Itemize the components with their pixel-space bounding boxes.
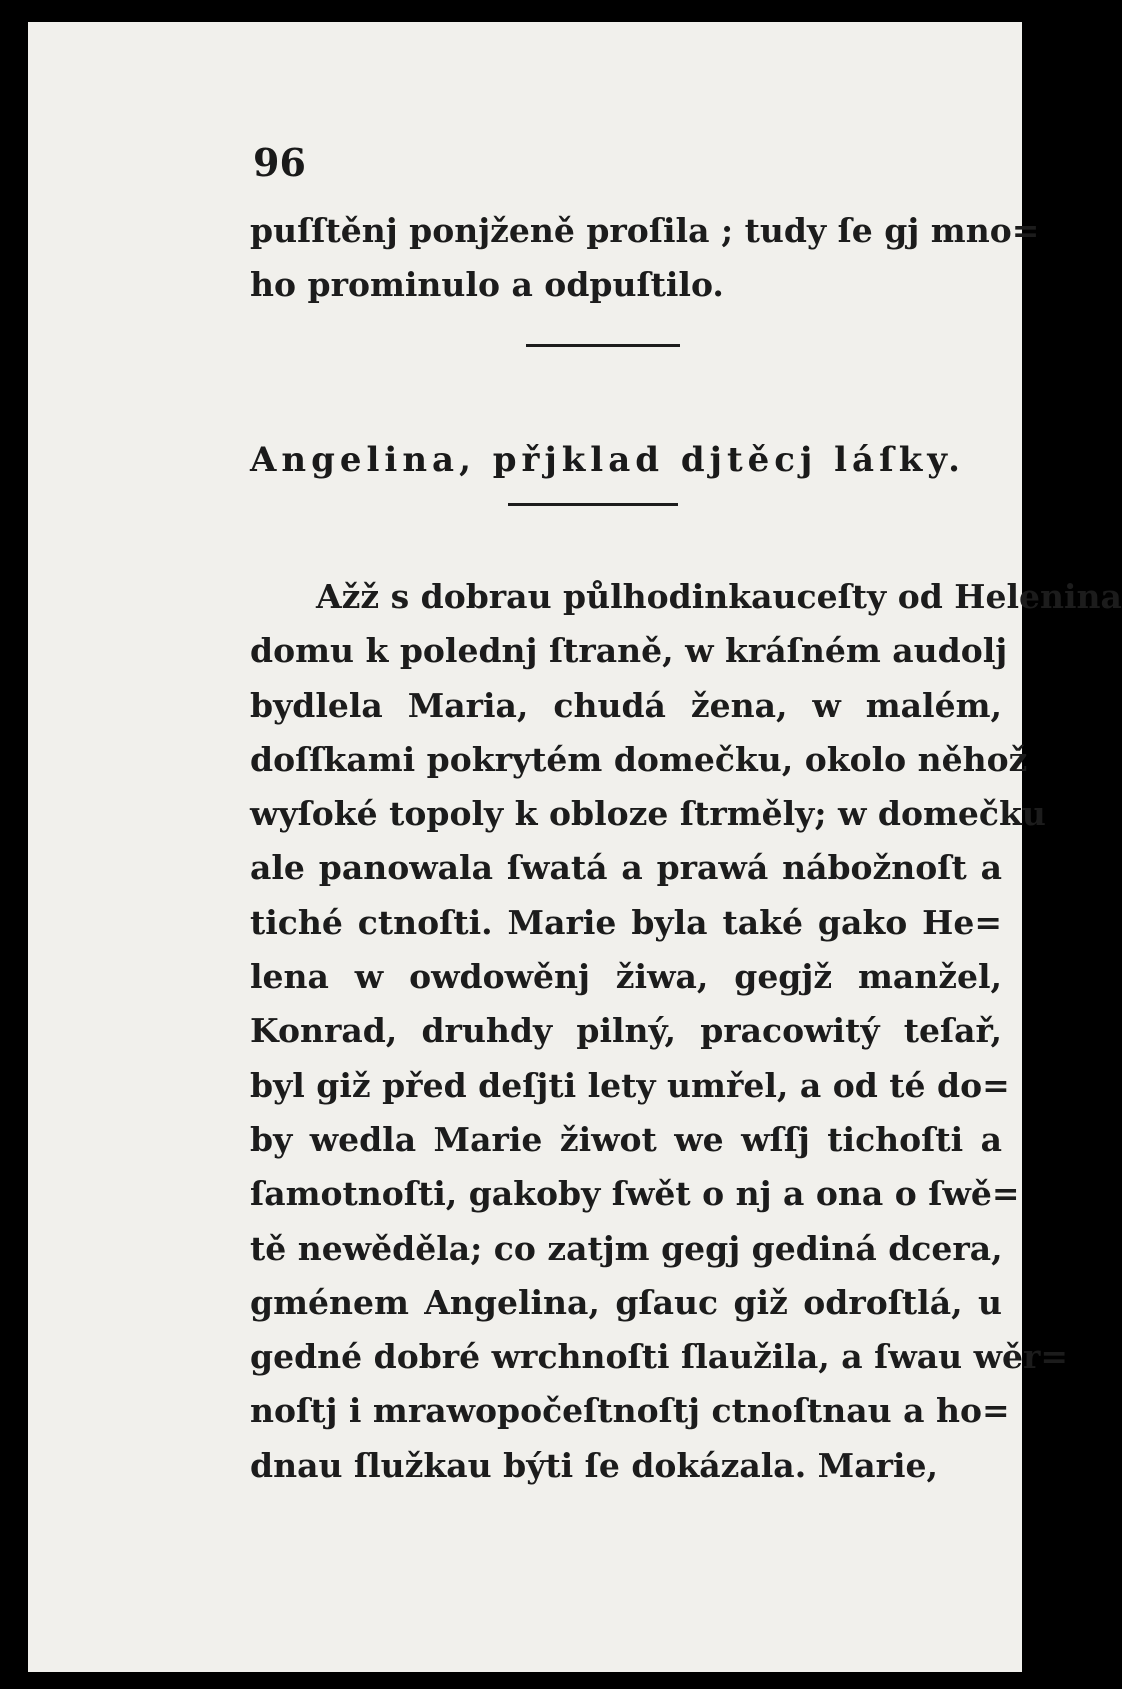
text-line: Ažž s dobrau půlhodinkauceſty od Helenina (316, 577, 1122, 616)
book-page (28, 22, 1122, 1672)
text-line: ſamotnoſti, gakoby ſwět o nj a ona o ſwě= (250, 1174, 1020, 1214)
body-paragraph (250, 570, 1122, 1493)
text-line: domu k polednj ſtraně, w kráſném audolj (250, 631, 1008, 671)
text-line: puſſtěnj ponjženě proſila ; tudy ſe gj mno= (250, 211, 1040, 250)
page-number: 96 (253, 140, 306, 185)
text-line: wyſoké topoly k obloze ſtrměly; w domečku (250, 794, 1046, 834)
section-title: Angelina, přjklad djtěcj láſky. (250, 440, 965, 480)
text-line: gedné dobré wrchnoſti ſlaužila, a ſwau wěr= (250, 1337, 1069, 1377)
text-line: gménem Angelina, gſauc giž odroſtlá, u (250, 1282, 1002, 1322)
intro-paragraph (250, 204, 1040, 312)
text-line: dnau ſlužkau býti ſe dokázala. Marie, (250, 1445, 938, 1485)
text-line: ho prominulo a odpuſtilo. (250, 265, 724, 304)
text-line: lena w owdowěnj žiwa, gegjž manžel, (250, 957, 1002, 997)
section-divider (526, 344, 680, 347)
text-line: doſſkami pokrytém domečku, okolo něhož (250, 739, 1028, 779)
text-line: ale panowala ſwatá a prawá nábožnoſt a (250, 848, 1002, 888)
text-line: bydlela Maria, chudá žena, w malém, (250, 685, 1002, 725)
title-underline-divider (508, 503, 678, 506)
text-line: tě newěděla; co zatjm gegj gediná dcera, (250, 1228, 1003, 1268)
text-line: Konrad, druhdy pilný, pracowitý teſař, (250, 1011, 1002, 1051)
text-line: byl giž před deſjti lety umřel, a od té do= (250, 1065, 1010, 1105)
text-line: tiché ctnoſti. Marie byla také gako He= (250, 902, 1002, 942)
text-line: noſtj i mrawopočeſtnoſtj ctnoſtnau a ho= (250, 1391, 1010, 1431)
text-line: by wedla Marie žiwot we wſſj tichoſti a (250, 1119, 1002, 1159)
